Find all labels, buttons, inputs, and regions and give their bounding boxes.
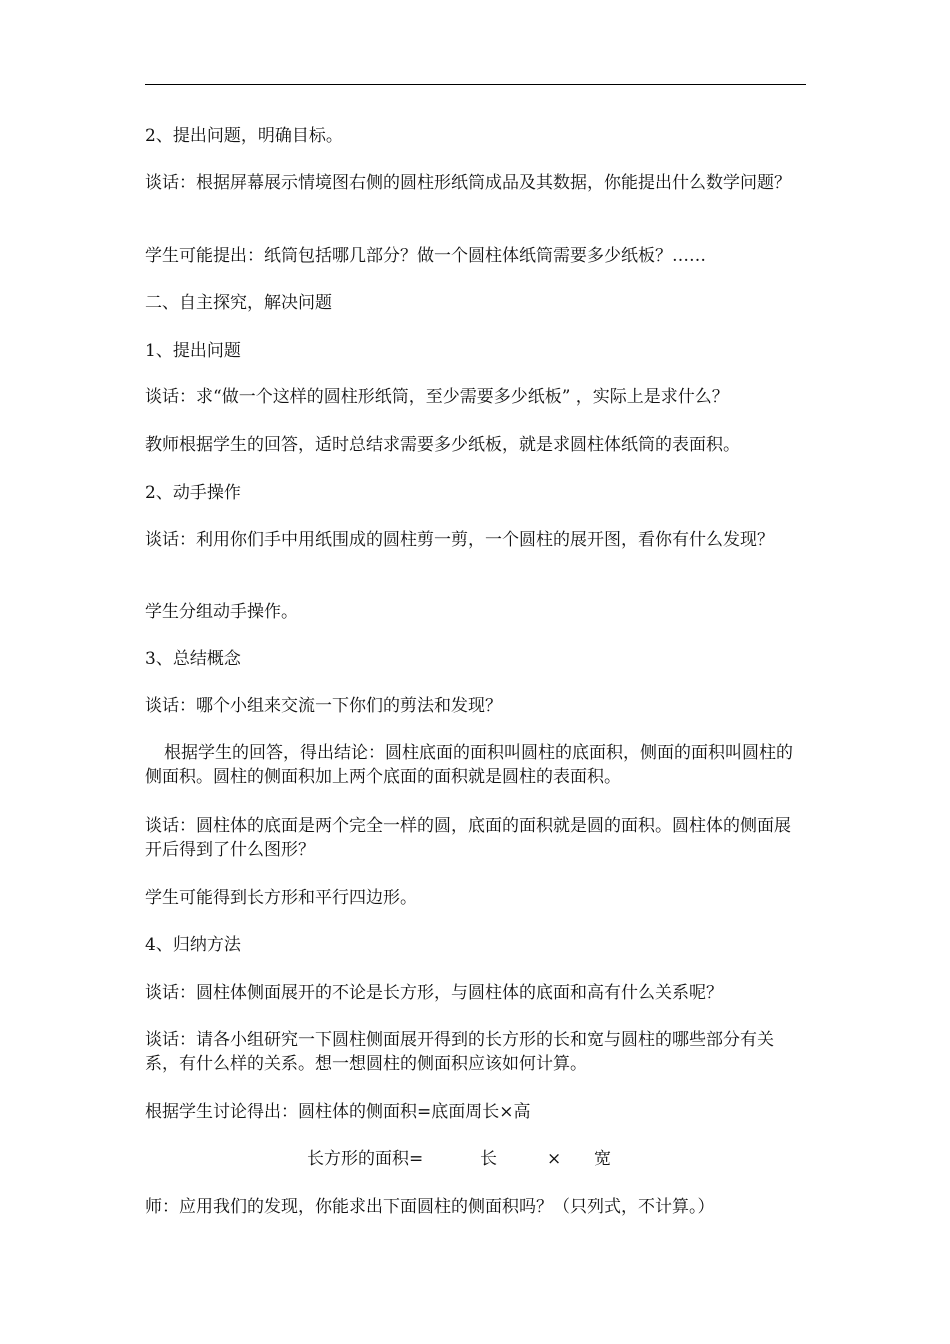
header-rule	[145, 84, 806, 85]
formula-width: 宽	[594, 1149, 611, 1169]
subheading-1: 1、提出问题	[145, 341, 241, 361]
paragraph-7: 学生分组动手操作。	[145, 602, 298, 622]
paragraph-8: 谈话：哪个小组来交流一下你们的剪法和发现？	[145, 696, 502, 716]
formula-length: 长	[480, 1149, 497, 1169]
paragraph-14: 根据学生讨论得出：圆柱体的侧面积=底面周长×高	[145, 1102, 531, 1122]
paragraph-10: 谈话：圆柱体的底面是两个完全一样的圆，底面的面积就是圆的面积。圆柱体的侧面展开后得到了什么图形？	[145, 816, 791, 860]
formula-label: 长方形的面积=	[307, 1149, 424, 1169]
section-heading-2: 二、自主探究，解决问题	[145, 293, 332, 313]
subheading-4: 4、归纳方法	[145, 935, 241, 955]
paragraph-2: 谈话：根据屏幕展示情境图右侧的圆柱形纸筒成品及其数据，你能提出什么数学问题？	[145, 173, 791, 193]
subheading-3: 3、总结概念	[145, 649, 241, 669]
paragraph-3: 学生可能提出：纸筒包括哪几部分？做一个圆柱体纸筒需要多少纸板？……	[145, 246, 706, 266]
paragraph-12: 谈话：圆柱体侧面展开的不论是长方形，与圆柱体的底面和高有什么关系呢？	[145, 983, 723, 1003]
paragraph-5: 教师根据学生的回答，适时总结求需要多少纸板，就是求圆柱体纸筒的表面积。	[145, 435, 740, 455]
paragraph-6: 谈话：利用你们手中用纸围成的圆柱剪一剪，一个圆柱的展开图，看你有什么发现？	[145, 530, 774, 550]
formula-times: ×	[547, 1149, 562, 1169]
closing-paragraph: 师：应用我们的发现，你能求出下面圆柱的侧面积吗？（只列式，不计算。）	[145, 1197, 715, 1217]
paragraph-4: 谈话：求“做一个这样的圆柱形纸筒，至少需要多少纸板” ，实际上是求什么？	[145, 387, 729, 407]
paragraph-9: 根据学生的回答，得出结论：圆柱底面的面积叫圆柱的底面积，侧面的面积叫圆柱的侧面积。圆柱的侧面积加上两个底面的面积就是圆柱的表面积。	[145, 743, 793, 787]
paragraph-11: 学生可能得到长方形和平行四边形。	[145, 888, 417, 908]
paragraph-1: 2、提出问题，明确目标。	[145, 126, 343, 146]
paragraph-13: 谈话：请各小组研究一下圆柱侧面展开得到的长方形的长和宽与圆柱的哪些部分有关系，有什么样的关系。想一想圆柱的侧面积应该如何计算。	[145, 1030, 774, 1074]
area-formula	[0, 1147, 950, 1171]
subheading-2: 2、动手操作	[145, 483, 241, 503]
